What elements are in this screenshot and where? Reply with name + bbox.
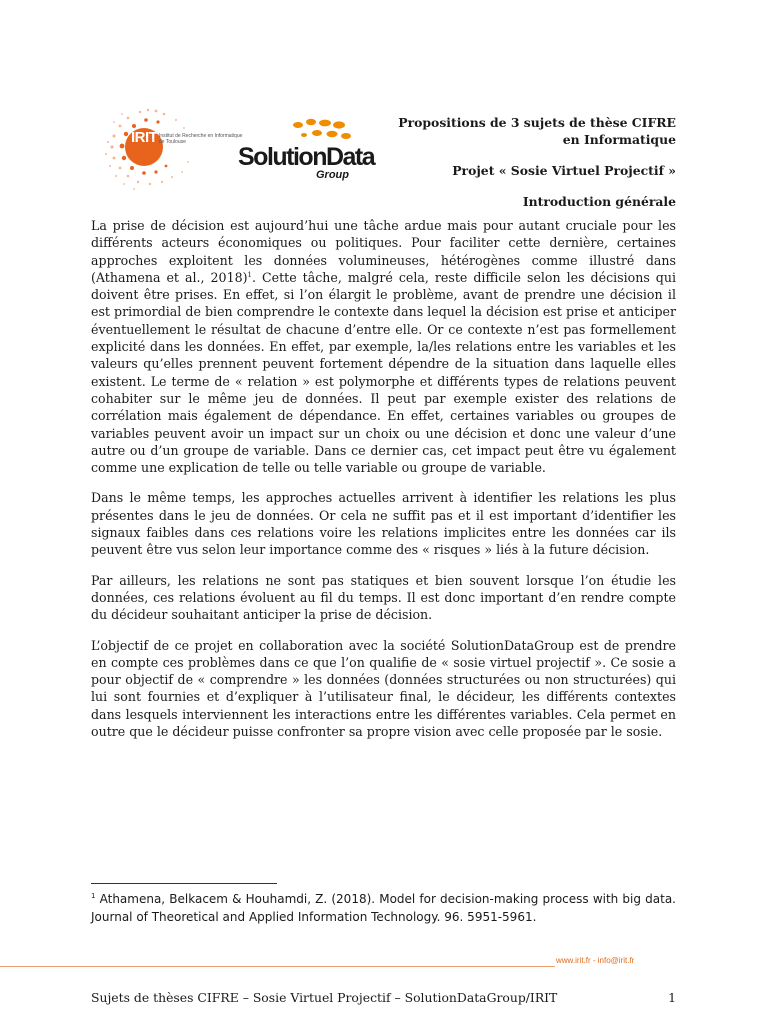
header-line-1: Propositions de 3 sujets de thèse CIFRE [398, 115, 676, 130]
paragraph-3: Par ailleurs, les relations ne sont pas statiques et bien souvent lorsque l’on étudie les données, ces relations évoluent au fil du temps. Il est donc important d’en rendre compte du décideur souhaitant anticiper la prise de décision. [91, 572, 676, 623]
footnote-text: Athamena, Belkacem & Houhamdi, Z. (2018). Model for decision-making process with big data. Journal of Theoretical and Applied Information Technology. 96. 5951-5961. [91, 892, 676, 924]
paragraph-2: Dans le même temps, les approches actuelles arrivent à identifier les relations les plus présentes dans le jeu de données. Or cela ne suffit pas et il est important d’identifier les signaux faibles dans ces relations voire les relations implicites entre les données car ils peuvent être vus selon leur importance comme des « risques » liés à la future décision. [91, 490, 676, 558]
solutiondata-logo [238, 116, 398, 186]
paragraph-4: L’objectif de ce projet en collaboration avec la société SolutionDataGroup est de prendre en compte ces problèmes dans ce que l’on qualifie de « sosie virtuel projectif ». Ce sosie a pour objectif de « comprendre » les données (données structurées ou non structurées) qui lui sont fournies et d’expliquer à l’utilisateur final, le décideur, les différents contextes dans lesquels interviennent les interactions entre les différentes variables. Cela permet en outre que le décideur puisse confronter sa propre vision avec celle proposée par le sosie. [91, 637, 676, 740]
irit-dot-pattern [100, 102, 250, 192]
header-logos [100, 102, 400, 192]
document-header [376, 114, 676, 210]
footer-title: Sujets de thèses CIFRE – Sosie Virtuel Projectif – SolutionDataGroup/IRIT [91, 990, 558, 1005]
irit-subtitle: Institut de Recherche en Informatique de Toulouse [159, 133, 243, 145]
footnote-reference[interactable]: 1 [247, 270, 252, 279]
header-line-2: en Informatique [562, 132, 676, 147]
footer-divider [0, 966, 555, 967]
project-title: Projet « Sosie Virtuel Projectif » [452, 163, 676, 178]
page-footer [91, 990, 676, 1005]
irit-logo [100, 102, 250, 192]
irit-logo-text: IRIT [131, 129, 158, 146]
footnote [91, 890, 676, 926]
solutiondata-group: Group [316, 169, 349, 181]
footnote-marker: 1 [91, 892, 96, 900]
solutiondata-dots-icon [288, 116, 388, 146]
body-text [91, 217, 676, 753]
page-number: 1 [668, 990, 676, 1005]
contact-links[interactable]: www.irit.fr - info@irit.fr [556, 956, 635, 965]
footnote-divider [91, 883, 277, 884]
paragraph-1 [91, 217, 676, 476]
paragraph-1-text-a: La prise de décision est aujourd’hui une tâche ardue mais pour autant cruciale pour les différents acteurs économiques ou politiques. Pour faciliter cette dernière, certaines approches exploitent les données volumineuses, hétérogènes comme illustré dans (Athamena et al., 2018) [91, 218, 676, 285]
paragraph-1-text-b: . Cette tâche, malgré cela, reste difficile selon les décisions qui doivent être prises. En effet, si l’on élargit le problème, avant de prendre une décision il est primordial de bien comprendre le contexte dans lequel la décision est prise et anticiper éventuellement le résultat de chacune d’entre elle. Or ce contexte n’est pas formellement explicité dans les données. En effet, par exemple, la/les relations entre les variables et les valeurs qu’elles prennent peuvent fortement dépendre de la situation dans laquelle elles existent. Le terme de « relation » est polymorphe et différents types de relations peuvent cohabiter sur le même jeu de données. Il peut par exemple exister des relations de corrélation mais également de dépendance. En effet, certaines variables ou groupes de variables peuvent avoir un impact sur un choix ou une décision et donc une valeur d’une autre ou d’un groupe de variable. Dans ce dernier cas, cet impact peut être vu également comme une explication de telle ou telle variable ou groupe de variable. [91, 269, 677, 476]
solutiondata-name: SolutionData [238, 143, 375, 171]
section-title: Introduction générale [522, 194, 676, 209]
